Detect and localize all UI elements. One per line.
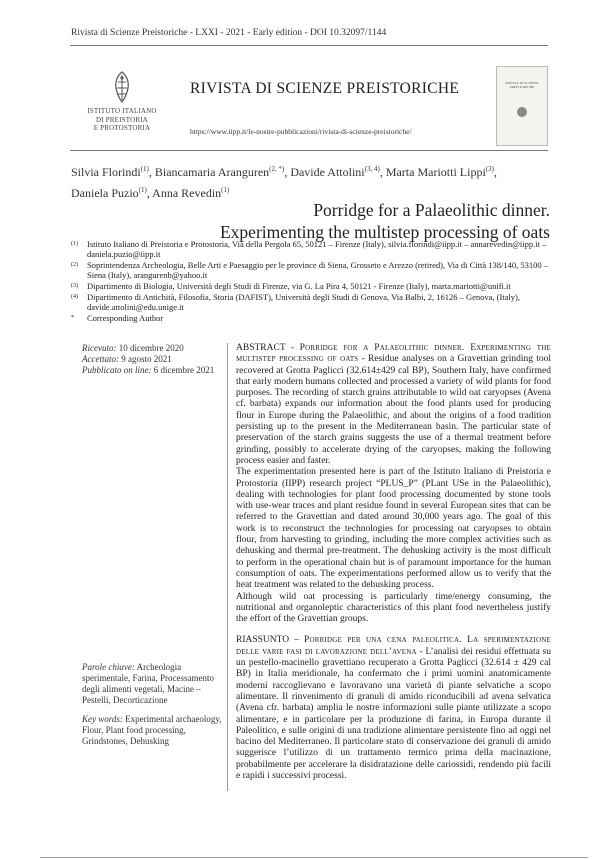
abstract-column <box>236 343 551 782</box>
author-name: Silvia Florindi <box>71 165 141 179</box>
date-value: 10 dicembre 2020 <box>118 343 184 353</box>
author-name: Davide Attolini <box>290 165 365 179</box>
author-separator: , <box>379 165 386 179</box>
abstract-text: - Residue analyses on a Gravettian grinding tool recovered at Grotta Paglicci (32.614±429 cal BP), Southern Italy, have confirmed that early modern humans collected and processed a variety of wild plants for food purposes. The recording of starch grains attributable to wild oat caryopses (Avena cf. barbata) expands our information about the food plants used for producing flour in Europe during the Palaeolithic, and about the origins of a food tradition persisting up to the present in the Mediterranean basin. The particular state of preservation of the starch grains suggests the use of a thermal treatment before grinding, possibly to accelerate drying of the caryopses, making the following process easier and faster. <box>236 354 552 466</box>
abstract-paragraph: Although wild oat processing is particularly time/energy consuming, the nutritional and organoleptic characteristics of this plant food nevertheless justify the effort of the Gravettian groups. <box>236 591 551 625</box>
header-rule-bottom <box>70 150 548 151</box>
cover-emblem-icon <box>517 107 527 117</box>
abstract-label: ABSTRACT - <box>236 343 295 353</box>
affiliation-text: Corresponding Author <box>87 313 164 323</box>
affiliation-mark: * <box>71 315 74 321</box>
date-received <box>82 343 222 354</box>
journal-url[interactable]: https://www.iipp.it/le-nostre-pubblicazioni/rivista-di-scienze-preistoriche/ <box>190 127 412 136</box>
author-name: Marta Mariotti Lippi <box>385 165 486 179</box>
author-affil-mark: (3, 4) <box>364 165 380 173</box>
affiliation-mark: (2) <box>71 262 78 268</box>
affiliation-text: Dipartimento di Antichità, Filosofia, Storia (DAFIST), Università degli Studi di Genova, Via Balbi, 2, 16126 – Genova, (Italy), davide.attolini@edu.unige.it <box>87 292 521 312</box>
keywords-text: Archeologia sperimentale, Farina, Processamento degli alimenti vegetali, Macine – Pestelli, Decorticazione <box>82 662 214 705</box>
keywords-block <box>82 662 222 747</box>
affiliation-text: Dipartimento di Biologia, Università degli Studi di Firenze, via G. La Pira 4, 50121 - Firenze (Italy), marta.mariotti@unifi.it <box>87 281 511 291</box>
institute-emblem-icon <box>107 70 137 104</box>
logo-line: DI PREISTORIA <box>95 115 149 124</box>
footer-rule <box>40 857 588 858</box>
date-accepted <box>82 354 222 365</box>
keywords-text: Experimental archaeology, Flour, Plant food processing, Grindstones, Dehusking <box>82 714 222 746</box>
date-label: Pubblicato on line: <box>82 365 152 375</box>
journal-title: RIVISTA DI SCIENZE PREISTORICHE <box>190 80 460 97</box>
author-list <box>71 160 551 202</box>
author-name: Anna Revedin <box>152 186 222 200</box>
keywords-label: Parole chiave: <box>82 662 135 672</box>
affiliation-item <box>71 239 551 259</box>
date-label: Accettato: <box>82 354 119 364</box>
affiliation-mark: (3) <box>71 283 78 289</box>
author-separator: , <box>148 165 155 179</box>
cover-title: RIVISTA DI SCIENZE PREISTORICHE <box>505 81 539 89</box>
affiliation-item <box>71 313 551 323</box>
abstract-paragraph: The experimentation presented here is part of the Istituto Italiano di Preistoria e Protostoria (IIPP) research project “PLUS_P” (PLant USe in the Palaeolithic), dealing with technologies for plant food processing documented by stone tools with use-wear traces and plant residue found in several European sites that can be referred to the Gravettian and dated around 30,000 years ago. The goal of this work is to reconstruct the technologies for processing oat caryopses to obtain flour, from harvesting to grinding, including the more complex activities such as dehusking and thermal pre-treatment. The dehusking activity is the most difficult to perform in the operational chain but is of paramount importance for the human consumption of oats. The experimentations performed allow us to verify that the heat treatment was related to the dehusking process. <box>236 467 551 591</box>
riassunto-heading: Porridge per una cena paleolitica. La sperimentazione delle varie fasi di lavorazione dell’avena <box>236 635 551 657</box>
article-title-line: Experimenting the multistep processing of oats <box>219 222 550 242</box>
running-head: Rivista di Scienze Preistoriche - LXXI - 2021 - Early edition - DOI 10.32097/1144 <box>71 28 387 38</box>
date-value: 6 dicembre 2021 <box>153 365 215 375</box>
header-rule-top <box>70 45 548 46</box>
keywords-english <box>82 714 222 747</box>
institute-logo <box>70 70 174 133</box>
affiliation-item <box>71 292 551 312</box>
date-value: 9 agosto 2021 <box>121 354 172 364</box>
keywords-label: Key words: <box>82 714 123 724</box>
affiliation-text: Soprintendenza Archeologia, Belle Arti e Paesaggio per le province di Siena, Grosseto e Arezzo (retired), Via di Città 138/140, 53100 – Siena (Italy), arangurenb@yahoo.it <box>87 260 549 280</box>
author-affil-mark: (1) <box>138 186 147 194</box>
article-title <box>220 199 550 243</box>
affiliation-item <box>71 281 551 291</box>
column-divider <box>227 343 228 791</box>
author-affil-mark: (1) <box>140 165 149 173</box>
affiliation-list <box>71 239 551 324</box>
author-affil-mark: (1) <box>221 186 230 194</box>
affiliation-item <box>71 260 551 280</box>
author-separator: , <box>284 165 291 179</box>
logo-line: E PROTOSTORIA <box>93 124 151 132</box>
riassunto-paragraph <box>236 635 551 782</box>
affiliation-mark: (4) <box>71 294 78 300</box>
abstract-paragraph <box>236 343 551 467</box>
author-affil-mark: (3) <box>485 165 494 173</box>
author-name: Biancamaria Aranguren <box>154 165 270 179</box>
logo-text <box>70 107 174 133</box>
abstract-heading: Porridge for a Palaeolithic dinner. Experimenting the multistep processing of oats <box>236 343 552 365</box>
date-published <box>82 365 222 376</box>
keywords-italian <box>82 662 222 706</box>
author-name: Daniela Puzio <box>71 186 139 200</box>
logo-line: ISTITUTO ITALIANO <box>87 107 157 115</box>
affiliation-text: Istituto Italiano di Preistoria e Protostoria, Via della Pergola 65, 50121 – Firenze (Italy), silvia.florindi@iipp.it – annarevedin@iipp.it – daniela.puzio@iipp.it <box>87 239 547 259</box>
author-separator: , <box>146 186 153 200</box>
riassunto-text: - L’analisi dei residui effettuata su un pestello-macinello gravettiano recuperato a Grotta Paglicci (32.614 ± 429 cal BP) in Italia meridionale, ha confermato che i primi uomini anatomicamente moderni raccoglievano e lavoravano una varietà di piante selvatiche a scopo alimentare. Il rinvenimento di granuli di amido riconducibili ad avena selvatica (Avena cfr. barbata) amplia le nostre informazioni sulle piante utilizzate a scopo alimentare, e in particolare per la produzione di farina, in Europa durante il Paleolitico, e sulle origini di una tradizione alimentare persistente fino ad oggi nel bacino del Mediterraneo. Il particolare stato di conservazione dei granuli di amido suggerisce l’utilizzo di un trattamento termico prima della macinazione, probabilmente per accelerare la disidratazione delle cariossidi, rendendo più facili e rapidi i successivi processi. <box>236 646 552 781</box>
article-title-line: Porridge for a Palaeolithic dinner. <box>313 200 550 220</box>
riassunto-label: RIASSUNTO – <box>236 635 299 646</box>
date-label: Ricevuto: <box>82 343 117 353</box>
affiliation-mark: (1) <box>71 241 78 247</box>
author-separator: , <box>493 165 497 179</box>
publication-dates <box>82 343 222 376</box>
author-affil-mark: (2, *) <box>269 165 285 173</box>
journal-cover-thumbnail <box>496 66 548 146</box>
